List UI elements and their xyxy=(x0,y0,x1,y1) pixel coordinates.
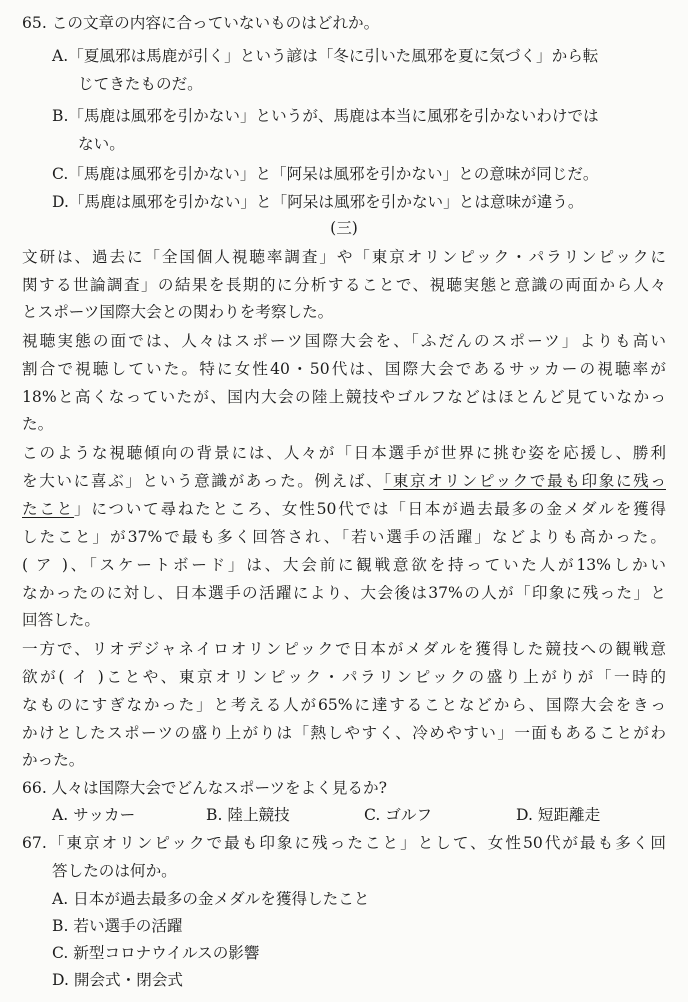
q67-stem-cont: 答したのは何か。 xyxy=(52,862,177,880)
underlined-phrase: 「東京オリンピックで最も印象に残っ xyxy=(383,472,666,490)
passage-p1-line: とスポーツ国際大会との関わりを考察した。 xyxy=(22,303,334,321)
q66-option-d: D. 短距離走 xyxy=(516,806,601,824)
passage-p3-line xyxy=(22,499,666,519)
underlined-phrase: たこと xyxy=(22,500,75,518)
passage-p4-line: かった。 xyxy=(22,751,85,769)
passage-p2-line: た。 xyxy=(22,415,54,433)
q66-stem: 66. 人々は国際大会でどんなスポーツをよく見るか? xyxy=(22,779,387,797)
passage-p3-line xyxy=(22,471,666,491)
passage-p3-line: ( ア )、「スケートボード」は、大会前に観戦意欲を持っていた人が13%しかい xyxy=(22,556,666,574)
q67-option-d: D. 開会式・閉会式 xyxy=(52,971,184,989)
q65-stem: 65. この文章の内容に合っていないものはどれか。 xyxy=(22,14,380,32)
q66-option-c: C. ゴルフ xyxy=(364,806,433,824)
passage-p3-line: 回答した。 xyxy=(22,611,100,629)
q67-stem: 67.「東京オリンピックで最も印象に残ったこと」として、女性50代が最も多く回 xyxy=(22,834,666,852)
passage-text: 」について尋ねたところ、女性50代では「日本が過去最多の金メダルを獲得 xyxy=(74,500,666,518)
passage-p3-line: したこと」が37%で最も多く回答され、「若い選手の活躍」などよりも高かった。 xyxy=(22,528,666,546)
q66-option-a: A. サッカー xyxy=(52,806,136,824)
q65-option-b: B.「馬鹿は風邪を引かない」というが、馬鹿は本当に風邪を引かないわけでは xyxy=(52,107,599,125)
q65-option-c: C.「馬鹿は風邪を引かない」と「阿呆は風邪を引かない」との意味が同じだ。 xyxy=(52,165,599,183)
q66-option-b: B. 陸上競技 xyxy=(206,806,290,824)
passage-p1-line: 関する世論調査」の結果を長期的に分析することで、視聴実態と意識の両面から人々 xyxy=(22,276,666,294)
passage-p2-line: 視聴実態の面では、人々はスポーツ国際大会を、「ふだんのスポーツ」よりも高い xyxy=(22,332,666,350)
passage-p3-line: なかったのに対し、日本選手の活躍により、大会後は37%の人が「印象に残った」と xyxy=(22,584,666,602)
q67-option-b: B. 若い選手の活躍 xyxy=(52,917,183,935)
passage-p2-line: 18%と高くなっていたが、国内大会の陸上競技やゴルフなどはほとんど見ていなかっ xyxy=(22,388,666,406)
passage-p2-line: 割合で視聴していた。特に女性40・50代は、国際大会であるサッカーの視聴率が xyxy=(22,360,666,378)
q67-option-c: C. 新型コロナウイルスの影響 xyxy=(52,944,260,962)
q65-option-a-cont: じてきたものだ。 xyxy=(78,75,203,93)
passage-p4-line: かけとしたスポーツの盛り上がりは「熱しやすく、冷めやすい」一面もあることがわ xyxy=(22,724,666,742)
section-heading: (三) xyxy=(330,219,358,237)
q65-option-d: D.「馬鹿は風邪を引かない」と「阿呆は風邪を引かない」とは意味が違う。 xyxy=(52,193,584,211)
passage-p4-line: なものにすぎなかった」と考える人が65%に達することなどから、国際大会をきっ xyxy=(22,696,666,714)
passage-p4-line: 一方で、リオデジャネイロオリンピックで日本がメダルを獲得した競技への観戦意 xyxy=(22,640,666,658)
passage-p3-line: このような視聴傾向の背景には、人々が「日本選手が世界に挑む姿を応援し、勝利 xyxy=(22,444,666,462)
q65-option-b-cont: ない。 xyxy=(78,135,125,153)
q65-option-a: A.「夏風邪は馬鹿が引く」という諺は「冬に引いた風邪を夏に気づく」から転 xyxy=(52,47,599,65)
q67-option-a: A. 日本が過去最多の金メダルを獲得したこと xyxy=(52,890,370,908)
passage-text: を大いに喜ぶ」という意識があった。例えば、 xyxy=(22,472,384,490)
passage-p4-line: 欲が( イ )ことや、東京オリンピック・パラリンピックの盛り上がりが「一時的 xyxy=(22,668,666,686)
passage-p1-line: 文研は、過去に「全国個人視聴率調査」や「東京オリンピック・パラリンピックに xyxy=(22,248,666,266)
